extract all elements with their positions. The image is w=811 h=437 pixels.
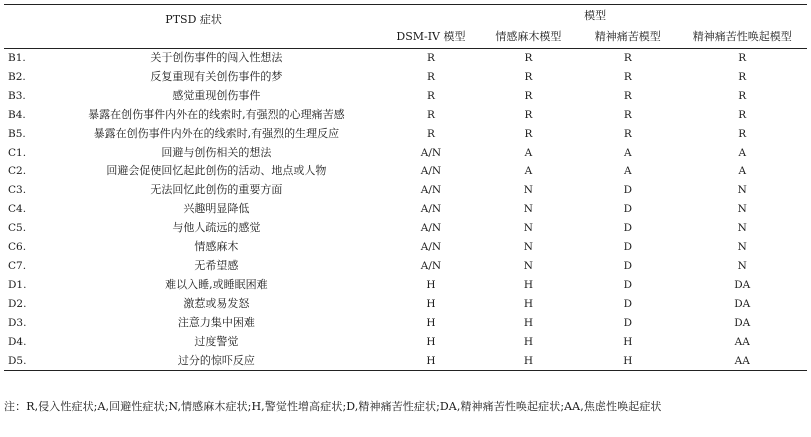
model-value-cell: N: [737, 203, 747, 216]
symptom-description: 无希望感: [194, 258, 239, 272]
symptom-code: C1.: [8, 146, 27, 159]
table-row: [4, 219, 807, 238]
table-row: [4, 144, 807, 163]
symptom-description: 与他人疏远的感觉: [172, 221, 261, 235]
symptom-code: C5.: [8, 222, 27, 235]
symptom-description: 感觉重现创伤事件: [172, 88, 261, 102]
model-value-cell: R: [738, 70, 747, 83]
model-value-cell: R: [383, 49, 479, 68]
symptom-description: 情感麻木: [194, 240, 239, 254]
symptom-description: 暴露在创伤事件内外在的线索时,有强烈的心理痛苦感: [88, 107, 345, 121]
table-row: [4, 333, 807, 352]
symptom-code: C6.: [8, 241, 27, 254]
model-value-cell: A/N: [420, 165, 442, 178]
model-value-cell: A/N: [420, 184, 442, 197]
table-row: [4, 276, 807, 295]
table-row: [4, 257, 807, 276]
model-value-cell: A: [623, 165, 632, 178]
model-value-cell: R: [524, 127, 533, 140]
model-value-cell: N: [523, 222, 533, 235]
model-value-cell: A: [524, 146, 533, 159]
model-value-cell: H: [523, 297, 533, 310]
column-header-dysphoric-arousal: 精神痛苦性唤起模型: [677, 27, 807, 49]
symptom-description: 暴露在创伤事件内外在的线索时,有强烈的生理反应: [93, 126, 340, 140]
model-value-cell: R: [426, 70, 435, 83]
symptom-code: C2.: [8, 165, 27, 178]
ptsd-model-table: [4, 4, 807, 371]
model-value-cell: A: [623, 146, 632, 159]
symptom-code: D3.: [8, 316, 27, 329]
table-row: [4, 295, 807, 314]
model-value-cell: A/N: [420, 259, 442, 272]
model-value-cell: R: [524, 70, 533, 83]
symptom-description: 关于创伤事件的闯入性想法: [50, 49, 384, 68]
model-value-cell: N: [737, 259, 747, 272]
model-value-cell: H: [383, 352, 479, 371]
model-value-cell: AA: [677, 352, 807, 371]
symptom-description: 难以入睡,或睡眠困难: [165, 277, 268, 291]
model-value-cell: R: [623, 89, 632, 102]
model-value-cell: AA: [734, 335, 750, 348]
symptom-description: 回避与创伤相关的想法: [161, 145, 272, 159]
model-value-cell: H: [523, 335, 533, 348]
model-value-cell: R: [623, 70, 632, 83]
symptom-code: B1.: [4, 49, 50, 68]
model-value-cell: N: [523, 259, 533, 272]
model-value-cell: A/N: [420, 146, 442, 159]
table-row: [4, 352, 807, 371]
symptom-description: 回避会促使回忆起此创伤的活动、地点或人物: [106, 164, 327, 178]
model-value-cell: A: [738, 146, 747, 159]
model-value-cell: R: [738, 127, 747, 140]
table-footnote: 注：R,侵入性症状;A,回避性症状;N,情感麻木症状;H,警觉性增高症状;D,精神痛苦性症状;DA,精神痛苦性唤起症状;AA,焦虑性唤起症状: [4, 400, 662, 413]
model-value-cell: D: [623, 241, 632, 254]
model-value-cell: H: [523, 316, 533, 329]
model-value-cell: H: [426, 335, 436, 348]
model-value-cell: R: [524, 108, 533, 121]
model-value-cell: D: [623, 184, 632, 197]
model-value-cell: N: [523, 184, 533, 197]
model-value-cell: H: [623, 335, 633, 348]
column-header-dsm-iv: DSM-IV 模型: [383, 27, 479, 49]
symptom-code: B3.: [8, 89, 26, 102]
symptom-description: 激惹或易发怒: [183, 296, 250, 310]
table-row: [4, 68, 807, 87]
table-row: [4, 200, 807, 219]
table-row: [4, 125, 807, 144]
model-value-cell: H: [426, 278, 436, 291]
column-header-dysphoria: 精神痛苦模型: [578, 27, 677, 49]
table-row: [4, 238, 807, 257]
model-value-cell: N: [523, 241, 533, 254]
symptom-code: D5.: [4, 352, 50, 371]
model-value-cell: D: [623, 297, 632, 310]
symptom-code: C4.: [8, 203, 27, 216]
model-value-cell: R: [426, 89, 435, 102]
table-body: [4, 49, 807, 371]
model-value-cell: H: [523, 278, 533, 291]
model-value-cell: R: [426, 108, 435, 121]
symptom-code: C7.: [8, 259, 27, 272]
model-value-cell: R: [677, 49, 807, 68]
model-value-cell: D: [623, 278, 632, 291]
model-value-cell: R: [578, 49, 677, 68]
model-value-cell: A/N: [420, 203, 442, 216]
model-value-cell: R: [623, 127, 632, 140]
symptom-column-header: PTSD 症状: [4, 5, 383, 49]
symptom-code: D4.: [8, 335, 27, 348]
model-value-cell: R: [426, 127, 435, 140]
model-value-cell: A/N: [420, 241, 442, 254]
model-value-cell: N: [737, 184, 747, 197]
symptom-description: 无法回忆此创伤的重要方面: [150, 183, 283, 197]
table-row: [4, 106, 807, 125]
symptom-code: B2.: [8, 70, 26, 83]
model-value-cell: H: [578, 352, 677, 371]
table-row: [4, 87, 807, 106]
model-value-cell: N: [737, 241, 747, 254]
table-row: [4, 49, 807, 68]
model-value-cell: D: [623, 259, 632, 272]
symptom-code: B5.: [8, 127, 26, 140]
symptom-description: 过度警觉: [194, 334, 239, 348]
model-value-cell: A/N: [420, 222, 442, 235]
model-value-cell: DA: [734, 297, 751, 310]
model-value-cell: D: [623, 222, 632, 235]
model-value-cell: H: [479, 352, 578, 371]
model-value-cell: N: [523, 203, 533, 216]
table-row: [4, 162, 807, 181]
symptom-description: 过分的惊吓反应: [50, 352, 384, 371]
model-group-label: 模型: [584, 8, 607, 22]
model-value-cell: DA: [734, 278, 751, 291]
table-row: [4, 181, 807, 200]
symptom-description: 兴趣明显降低: [183, 202, 250, 216]
model-value-cell: R: [479, 49, 578, 68]
model-value-cell: A: [524, 165, 533, 178]
model-value-cell: R: [623, 108, 632, 121]
model-value-cell: D: [623, 203, 632, 216]
symptom-description: 注意力集中困难: [177, 315, 255, 329]
table-row: [4, 314, 807, 333]
symptom-code: D2.: [8, 297, 27, 310]
symptom-code: B4.: [8, 108, 26, 121]
column-header-emotional-numbing: 情感麻木模型: [479, 27, 578, 49]
model-value-cell: D: [623, 316, 632, 329]
model-value-cell: N: [737, 222, 747, 235]
model-group-header: [383, 5, 807, 28]
model-value-cell: H: [426, 316, 436, 329]
symptom-description: 反复重现有关创伤事件的梦: [150, 69, 283, 83]
symptom-code: D1.: [8, 278, 27, 291]
model-value-cell: H: [426, 297, 436, 310]
model-value-cell: DA: [734, 316, 751, 329]
model-value-cell: R: [524, 89, 533, 102]
model-value-cell: R: [738, 108, 747, 121]
model-value-cell: R: [738, 89, 747, 102]
model-value-cell: A: [738, 165, 747, 178]
symptom-code: C3.: [8, 184, 27, 197]
